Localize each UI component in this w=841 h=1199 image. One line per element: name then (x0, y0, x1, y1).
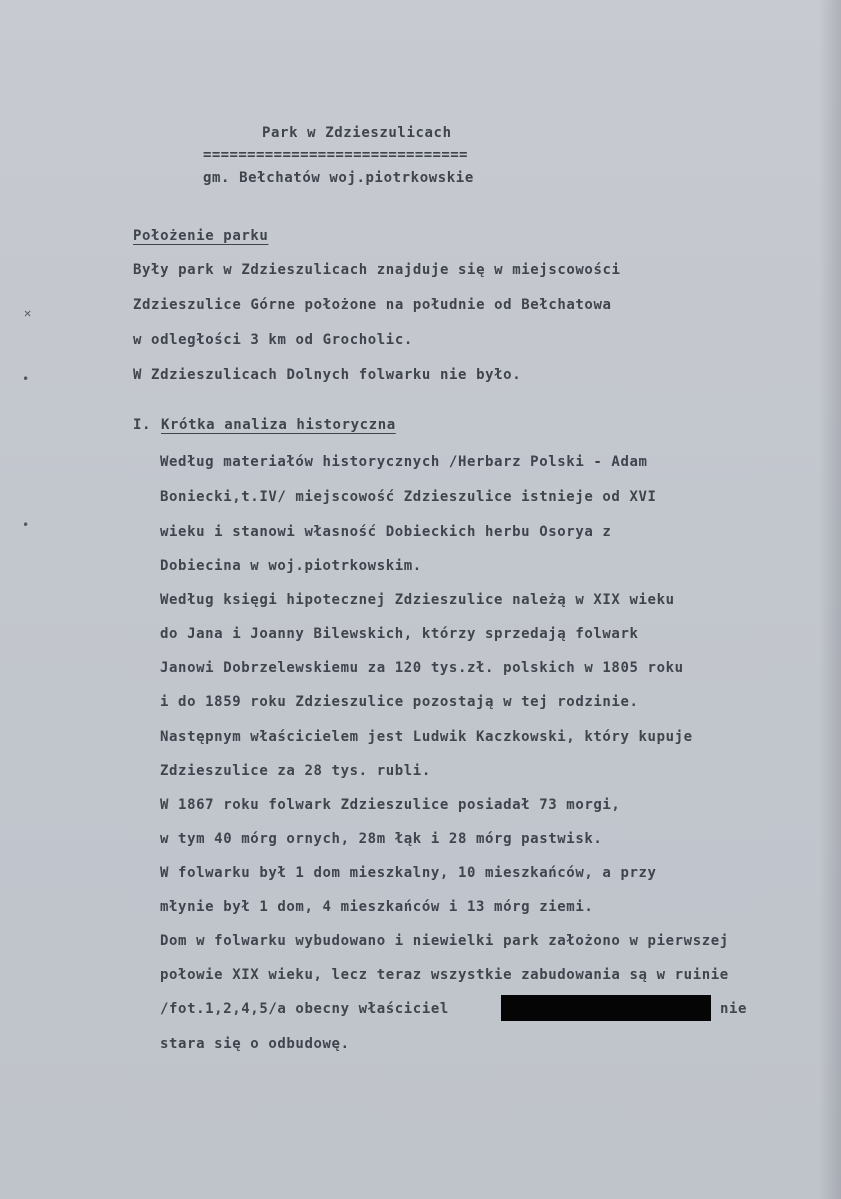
history-line: Według materiałów historycznych /Herbarz Polski - Adam (160, 454, 648, 470)
document-subtitle: gm. Bełchatów woj.piotrkowskie (203, 170, 474, 186)
history-line: W 1867 roku folwark Zdzieszulice posiadał 73 morgi, (160, 797, 621, 813)
history-line: i do 1859 roku Zdzieszulice pozostają w tej rodzinie. (160, 694, 639, 710)
history-line: Boniecki,t.IV/ miejscowość Zdzieszulice istnieje od XVI (160, 489, 657, 505)
history-line: Dobiecina w woj.piotrkowskim. (160, 558, 422, 574)
location-heading: Położenie parku (133, 228, 269, 244)
history-line: do Jana i Joanny Bilewskich, którzy sprzedają folwark (160, 626, 639, 642)
location-line: W Zdzieszulicach Dolnych folwarku nie było. (133, 367, 522, 383)
history-line: Zdzieszulice za 28 tys. rubli. (160, 763, 431, 779)
redaction-bar (501, 995, 711, 1021)
margin-mark: • (22, 372, 30, 386)
history-line: Janowi Dobrzelewskiemu za 120 tys.zł. polskich w 1805 roku (160, 660, 684, 676)
history-line: wieku i stanowi własność Dobieckich herbu Osorya z (160, 524, 612, 540)
location-line: Zdzieszulice Górne położone na południe od Bełchatowa (133, 297, 612, 313)
section-1-number: I. (133, 417, 152, 433)
page-edge-shadow (819, 0, 841, 1199)
document-title: Park w Zdzieszulicach (262, 125, 452, 141)
margin-mark: ✕ (24, 306, 32, 320)
history-line: Według księgi hipotecznej Zdzieszulice należą w XIX wieku (160, 592, 675, 608)
history-line: Dom w folwarku wybudowano i niewielki park założono w pierwszej (160, 933, 729, 949)
history-line: młynie był 1 dom, 4 mieszkańców i 13 mórg ziemi. (160, 899, 594, 915)
history-line: w tym 40 mórg ornych, 28m łąk i 28 mórg pastwisk. (160, 831, 603, 847)
history-line: Następnym właścicielem jest Ludwik Kaczkowski, który kupuje (160, 729, 693, 745)
section-1-title: Krótka analiza historyczna (161, 417, 396, 433)
history-line: W folwarku był 1 dom mieszkalny, 10 mieszkańców, a przy (160, 865, 657, 881)
history-line-suffix: nie (720, 1001, 748, 1017)
history-line: stara się o odbudowę. (160, 1036, 350, 1052)
history-line: /fot.1,2,4,5/a obecny właściciel (160, 1001, 449, 1017)
location-line: w odległości 3 km od Grocholic. (133, 332, 413, 348)
history-line: połowie XIX wieku, lecz teraz wszystkie zabudowania są w ruinie (160, 967, 729, 983)
title-double-rule: ============================== (203, 147, 468, 163)
margin-mark: • (22, 518, 30, 532)
location-line: Były park w Zdzieszulicach znajduje się w miejscowości (133, 262, 621, 278)
